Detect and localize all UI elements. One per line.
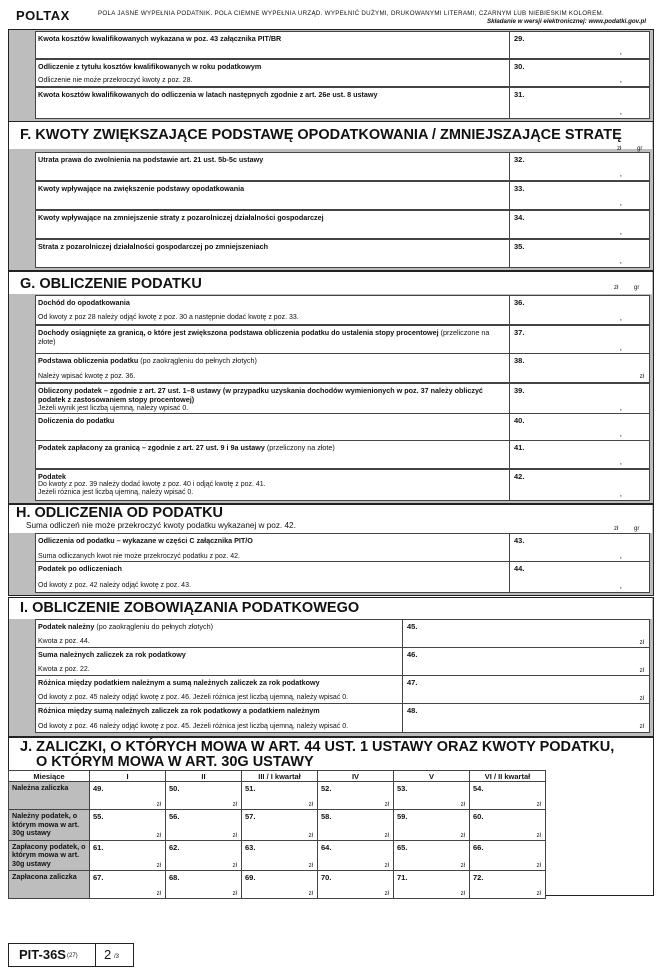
table-cell-input[interactable] — [90, 810, 166, 841]
field-label: Odliczenie z tytułu kosztów kwalifikowanych w roku podatkowym — [38, 62, 262, 71]
field-hint: Od kwoty z poz. 42 należy odjąć kwotę z poz. 43. — [38, 582, 191, 589]
section-i-title: I. OBLICZENIE ZOBOWIĄZANIA PODATKOWEGO — [20, 600, 360, 616]
field-number: 68. — [169, 873, 180, 882]
field-number: 41. — [514, 443, 525, 452]
table-row — [9, 810, 546, 841]
field-number: 63. — [245, 842, 256, 852]
field-label — [38, 328, 503, 346]
field-row-42[interactable] — [35, 469, 650, 501]
field-row-37[interactable] — [35, 325, 650, 355]
unit-zl: zł — [384, 863, 389, 869]
field-number: 60. — [473, 812, 484, 821]
unit-zl: zł — [617, 146, 622, 152]
field-number: 70. — [321, 873, 332, 882]
field-row-48[interactable] — [35, 703, 650, 733]
form-instruction: POLA JASNE WYPEŁNIA PODATNIK. POLA CIEMNE WYPEŁNIA URZĄD. WYPEŁNIĆ DUŻYMI, DRUKOWANYMI LITERAMI, CZARNYM LUB NIEBIESKIM KOLOREM. — [98, 10, 604, 17]
field-input[interactable] — [402, 620, 650, 648]
field-label: Różnica między sumą należnych zaliczek za rok podatkowy a podatkiem należnym — [38, 706, 320, 715]
field-label-note: (po zaokrągleniu do pełnych złotych) — [94, 622, 213, 631]
field-label: Podatek po odliczeniach — [38, 564, 122, 573]
column-header: V — [394, 771, 470, 782]
field-label — [38, 443, 503, 452]
field-label-text: Podatek zapłacony za granicą – zgodnie z art. 27 ust. 9 i 9a ustawy — [38, 443, 265, 452]
field-number: 72. — [473, 873, 484, 882]
unit-zl: zł — [384, 832, 389, 839]
field-input[interactable]: 39. , — [509, 384, 650, 414]
field-label-note: (przeliczony na złote) — [264, 443, 335, 452]
page-indicator — [95, 944, 134, 966]
table-cell-input[interactable] — [318, 782, 394, 810]
field-input[interactable]: 37. , — [509, 326, 650, 354]
section-g-title: G. OBLICZENIE PODATKU — [20, 276, 202, 292]
field-number: 55. — [93, 812, 104, 821]
row-label: Należny podatek, o którym mowa w art. 30g ustawy — [9, 810, 90, 841]
table-cell-input[interactable] — [90, 840, 166, 871]
section-j-title-line1: J. ZALICZKI, O KTÓRYCH MOWA W ART. 44 UST. 1 USTAWY ORAZ KWOTY PODATKU, — [20, 739, 615, 755]
table-cell-input[interactable] — [166, 810, 242, 841]
field-number: 34. — [514, 213, 525, 222]
field-hint: Do kwoty z poz. 39 należy dodać kwotę z poz. 40 i odjąć kwotę z poz. 41. — [38, 481, 266, 488]
table-cell-input[interactable] — [394, 871, 470, 899]
field-number: 33. — [514, 184, 525, 193]
table-cell-input[interactable] — [318, 810, 394, 841]
field-label-text: Podstawa obliczenia podatku — [38, 356, 139, 365]
field-number: 37. — [514, 328, 525, 337]
field-label: Różnica między podatkiem należnym a sumą należnych zaliczek za rok podatkowy — [38, 678, 320, 687]
unit-zl: zł — [156, 891, 161, 897]
unit-zl: zł — [614, 526, 619, 532]
field-hint: Jeżeli różnica jest liczbą ujemną, należy wpisać 0. — [38, 489, 194, 496]
unit-zl: zł — [308, 802, 313, 808]
unit-zl: zł — [232, 832, 237, 839]
unit-zl: zł — [536, 863, 541, 869]
form-code: PIT-36S — [19, 947, 66, 962]
field-number: 69. — [245, 873, 256, 882]
unit-zl: zł — [639, 696, 644, 702]
field-input[interactable]: 42. , — [509, 470, 650, 500]
table-cell-input[interactable] — [242, 840, 318, 871]
field-label: Strata z pozarolniczej działalności gospodarczej po zmniejszeniach — [38, 242, 269, 251]
field-label: Suma należnych zaliczek za rok podatkowy — [38, 650, 186, 659]
field-row-43[interactable] — [35, 533, 650, 563]
field-hint: Od kwoty z poz. 45 należy odjąć kwotę z poz. 46. Jeżeli różnica jest liczbą ujemną, należy wpisać 0. — [38, 694, 349, 701]
unit-zl: zł — [232, 891, 237, 897]
field-number: 43. — [514, 536, 525, 545]
field-input[interactable]: 34. , — [509, 211, 650, 238]
table-cell-input[interactable] — [394, 840, 470, 871]
field-number: 31. — [514, 90, 525, 99]
field-hint: Od kwoty z poz. 46 należy odjąć kwotę z poz. 45. Jeżeli różnica jest liczbą ujemną, należy wpisać 0. — [38, 723, 349, 730]
field-hint: Odliczenie nie może przekroczyć kwoty z poz. 28. — [38, 77, 193, 84]
section-j-title-line2: O KTÓRYM MOWA W ART. 30G USTAWY — [36, 754, 314, 770]
field-number: 36. — [514, 298, 525, 307]
field-hint: Kwota z poz. 44. — [38, 638, 90, 645]
field-input[interactable]: 43. , — [509, 534, 650, 562]
field-row-30[interactable] — [35, 59, 650, 87]
field-hint: Należy wpisać kwotę z poz. 36. — [38, 373, 136, 380]
unit-zl: zł — [232, 863, 237, 869]
table-cell-input[interactable] — [318, 840, 394, 871]
row-label: Należna zaliczka — [9, 782, 90, 810]
field-label-note: (przeliczone na złote) — [38, 328, 490, 346]
field-row-31[interactable] — [35, 87, 650, 119]
table-cell-input[interactable] — [166, 840, 242, 871]
table-cell-input[interactable] — [90, 871, 166, 899]
field-number: 61. — [93, 842, 104, 852]
field-input[interactable] — [402, 676, 650, 704]
field-input[interactable]: 36. , — [509, 296, 650, 324]
field-number: 65. — [397, 842, 408, 852]
field-label-note: (po zaokrągleniu do pełnych złotych) — [138, 356, 257, 365]
field-number: 29. — [514, 34, 525, 43]
field-label: Odliczenia od podatku – wykazane w części C załącznika PIT/O — [38, 536, 253, 545]
field-number: 53. — [397, 784, 408, 793]
unit-zl: zł — [308, 863, 313, 869]
table-cell-input[interactable] — [242, 810, 318, 841]
field-row-44[interactable] — [35, 561, 650, 593]
field-label: Dochód do opodatkowania — [38, 298, 130, 307]
field-number: 35. — [514, 242, 525, 251]
page-total: /3 — [114, 954, 120, 960]
field-number: 38. — [514, 356, 525, 365]
column-header: VI / II kwartał — [470, 771, 546, 782]
unit-zl: zł — [536, 832, 541, 839]
field-input[interactable]: 32. , — [509, 153, 650, 180]
field-number: 71. — [397, 873, 408, 882]
field-hint: Jeżeli wynik jest liczbą ujemną, należy wpisać 0. — [38, 405, 189, 412]
unit-zl: zł — [639, 374, 644, 380]
field-input[interactable]: 31. , — [509, 88, 650, 118]
table-cell-input[interactable] — [242, 871, 318, 899]
brand-name: POLTAX — [16, 8, 70, 23]
unit-gr: gr — [637, 146, 643, 152]
page-number: 2 — [104, 947, 112, 962]
field-number: 46. — [407, 650, 418, 659]
field-number: 45. — [407, 622, 418, 631]
field-label: Kwota kosztów kwalifikowanych do odliczenia w latach następnych zgodnie z art. 26e ust. 8 ustawy — [38, 90, 378, 99]
field-input[interactable]: 30. , — [509, 60, 650, 86]
table-cell-input[interactable] — [470, 840, 546, 871]
field-number: 57. — [245, 812, 256, 821]
column-header: I — [90, 771, 166, 782]
unit-zl: zł — [639, 640, 644, 646]
advance-payments-table — [8, 770, 546, 899]
field-number: 50. — [169, 784, 180, 793]
unit-zl: zł — [232, 802, 237, 808]
field-number: 54. — [473, 784, 484, 793]
field-input[interactable] — [509, 354, 650, 382]
field-number: 59. — [397, 812, 408, 821]
field-label: Doliczenia do podatku — [38, 416, 115, 425]
field-row-33[interactable] — [35, 181, 650, 210]
unit-zl: zł — [460, 863, 465, 869]
field-number: 49. — [93, 784, 104, 793]
row-label: Zapłacona zaliczka — [9, 871, 90, 899]
field-row-35[interactable] — [35, 239, 650, 268]
field-number: 67. — [93, 873, 104, 882]
unit-zl: zł — [384, 891, 389, 897]
field-number: 52. — [321, 784, 332, 793]
table-cell-input[interactable] — [394, 782, 470, 810]
field-hint: Kwota z poz. 22. — [38, 666, 90, 673]
field-number: 62. — [169, 842, 180, 852]
unit-zl: zł — [536, 891, 541, 897]
field-input[interactable] — [402, 704, 650, 732]
field-row-34[interactable] — [35, 210, 650, 239]
table-row — [9, 840, 546, 871]
section-f-title: F. KWOTY ZWIĘKSZAJĄCE PODSTAWĘ OPODATKOWANIA / ZMNIEJSZAJĄCE STRATĘ — [20, 127, 622, 143]
field-number: 48. — [407, 706, 418, 715]
unit-zl: zł — [308, 891, 313, 897]
field-label — [38, 356, 503, 365]
field-number: 39. — [514, 386, 525, 395]
field-number: 56. — [169, 812, 180, 821]
field-input[interactable]: 40. , — [509, 414, 650, 440]
field-row-36[interactable] — [35, 295, 650, 325]
table-cell-input[interactable] — [470, 871, 546, 899]
field-number: 40. — [514, 416, 525, 425]
field-number: 51. — [245, 784, 256, 793]
table-cell-input[interactable] — [470, 810, 546, 841]
unit-zl: zł — [156, 832, 161, 839]
section-h-title: H. ODLICZENIA OD PODATKU — [16, 505, 224, 521]
field-input[interactable]: 29. , — [509, 32, 650, 58]
section-h-subtitle: Suma odliczeń nie może przekroczyć kwoty podatku wykazanej w poz. 42. — [26, 521, 296, 530]
field-row-45[interactable] — [35, 619, 650, 649]
field-label: Obliczony podatek – zgodnie z art. 27 ust. 1–8 ustawy (w przypadku uzyskania dochodów wymienionych w poz. 37 należy obliczyć podatek z zastosowaniem stopy procentowej) — [38, 386, 483, 404]
field-label: Utrata prawa do zwolnienia na podstawie art. 21 ust. 5b-5c ustawy — [38, 155, 264, 164]
field-number: 58. — [321, 812, 332, 821]
field-number: 66. — [473, 842, 484, 852]
field-number: 42. — [514, 472, 525, 481]
form-version: (27) — [67, 953, 78, 959]
field-label: Kwota kosztów kwalifikowanych wykazana w poz. 43 załącznika PIT/BR — [38, 34, 282, 43]
unit-zl: zł — [460, 802, 465, 808]
field-label-text: Dochody osiągnięte za granicą, o które jest zwiększona podstawa obliczenia podatku do ustalenia stopy procentowej — [38, 328, 439, 337]
unit-gr: gr — [634, 285, 640, 291]
unit-gr: gr — [634, 526, 640, 532]
field-row-41[interactable] — [35, 440, 650, 469]
unit-zl: zł — [460, 832, 465, 839]
table-cell-input[interactable] — [166, 871, 242, 899]
field-input[interactable]: 33. , — [509, 182, 650, 209]
column-header: IV — [318, 771, 394, 782]
field-input[interactable] — [402, 648, 650, 676]
field-hint: Od kwoty z poz 28 należy odjąć kwotę z poz. 30 a następnie dodać kwotę z poz. 33. — [38, 314, 299, 321]
field-row-38[interactable] — [35, 353, 650, 383]
field-label — [38, 622, 398, 631]
unit-zl: zł — [614, 285, 619, 291]
unit-zl: zł — [156, 802, 161, 808]
row-label: Zapłacony podatek, o którym mowa w art. 30g ustawy — [9, 840, 90, 871]
table-cell-input[interactable] — [470, 782, 546, 810]
table-cell-input[interactable] — [90, 782, 166, 810]
field-number: 47. — [407, 678, 418, 687]
table-header-row — [9, 771, 546, 782]
field-number: 64. — [321, 842, 332, 852]
unit-zl: zł — [639, 724, 644, 730]
table-cell-input[interactable] — [318, 871, 394, 899]
form-footer — [8, 943, 134, 967]
table-cell-input[interactable] — [242, 782, 318, 810]
table-row — [9, 871, 546, 899]
field-row-46[interactable] — [35, 647, 650, 677]
column-header: II — [166, 771, 242, 782]
unit-zl: zł — [460, 891, 465, 897]
field-label: Kwoty wpływające na zwiększenie podstawy opodatkowania — [38, 184, 245, 193]
unit-zl: zł — [639, 668, 644, 674]
field-label-text: Podatek należny — [38, 622, 95, 631]
unit-zl: zł — [308, 832, 313, 839]
field-label: Podatek — [38, 472, 66, 481]
unit-zl: zł — [536, 802, 541, 808]
field-input[interactable]: 41. , — [509, 441, 650, 468]
field-row-47[interactable] — [35, 675, 650, 705]
field-hint: Suma odliczanych kwot nie może przekroczyć podatku z poz. 42. — [38, 553, 240, 560]
field-number: 30. — [514, 62, 525, 71]
field-row-40[interactable] — [35, 413, 650, 441]
field-row-39[interactable] — [35, 383, 650, 415]
column-header: III / I kwartał — [242, 771, 318, 782]
table-row — [9, 782, 546, 810]
field-label: Kwoty wpływające na zmniejszenie straty z pozarolniczej działalności gospodarczej — [38, 213, 324, 222]
unit-zl: zł — [384, 802, 389, 808]
field-row-29[interactable] — [35, 31, 650, 59]
field-number: 32. — [514, 155, 525, 164]
field-input[interactable]: 35. , — [509, 240, 650, 267]
website-note: Składanie w wersji elektronicznej: www.podatki.gov.pl — [487, 18, 646, 25]
field-number: 44. — [514, 564, 525, 573]
field-input[interactable]: 44. , — [509, 562, 650, 592]
field-row-32[interactable] — [35, 152, 650, 181]
table-cell-input[interactable] — [394, 810, 470, 841]
table-cell-input[interactable] — [166, 782, 242, 810]
column-header: Miesiące — [9, 771, 90, 782]
unit-zl: zł — [156, 863, 161, 869]
